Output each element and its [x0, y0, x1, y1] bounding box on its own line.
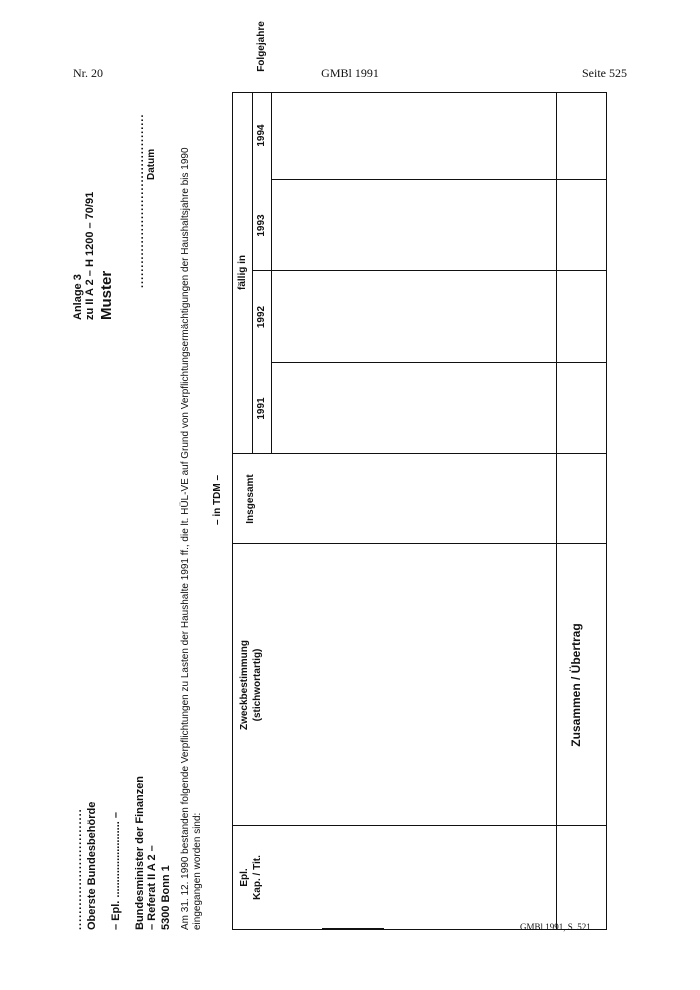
- col-folgejahre: Folgejahre: [256, 21, 267, 72]
- muster-label: Muster: [98, 270, 115, 320]
- annex-ref: zu II A 2 – H 1200 – 70/91: [84, 191, 96, 320]
- col-epl: Epl.: [239, 868, 250, 887]
- col-kap: Kap. / Tit.: [251, 855, 263, 900]
- page-label: Seite 525: [582, 66, 627, 80]
- col-zweck: Zweckbestimmung: [239, 639, 250, 731]
- col-insgesamt: Insgesamt: [245, 474, 256, 524]
- unit-label: – in TDM –: [212, 474, 223, 525]
- authority-dots: ..............................: [72, 808, 84, 930]
- footnote-rule: [322, 928, 384, 929]
- city: 5300 Bonn 1: [160, 865, 172, 930]
- date-dots: ...........................................: [134, 113, 146, 288]
- intro-line-2: eingegangen worden sind:: [192, 812, 203, 930]
- col-epl-header: [239, 826, 264, 929]
- referat: – Referat II A 2 –: [146, 845, 158, 930]
- ministry-name: Bundesminister der Finanzen: [134, 775, 146, 930]
- col-year-1994: 1994: [256, 124, 267, 147]
- annex-title: Anlage 3: [72, 274, 84, 320]
- epl-line: – Epl. ......................... –: [110, 812, 122, 930]
- col-year-1991: 1991: [256, 397, 267, 420]
- date-label: Datum: [146, 148, 157, 180]
- total-row-label: Zusammen / Übertrag: [569, 623, 583, 747]
- col-faellig: fällig in: [237, 255, 248, 290]
- journal-title: GMBl 1991: [321, 66, 379, 80]
- col-zweck-sub: (stichwortartig): [251, 648, 263, 722]
- footnote-reference: GMBl 1991, S. 521: [520, 922, 591, 932]
- page-number: Nr. 20: [73, 66, 103, 80]
- col-zweck-header: [239, 544, 264, 826]
- authority-label: Oberste Bundesbehörde: [86, 801, 98, 930]
- col-year-1992: 1992: [256, 305, 267, 329]
- intro-line-1: Am 31. 12. 1990 bestanden folgende Verpflichtungen zu Lasten der Haushalte 1991 ff., die lt. HÜL-VE auf Grund von Verpflichtungsermächtigungen der Haushaltsjahre bis 1990: [180, 147, 191, 930]
- col-year-1993: 1993: [256, 214, 267, 237]
